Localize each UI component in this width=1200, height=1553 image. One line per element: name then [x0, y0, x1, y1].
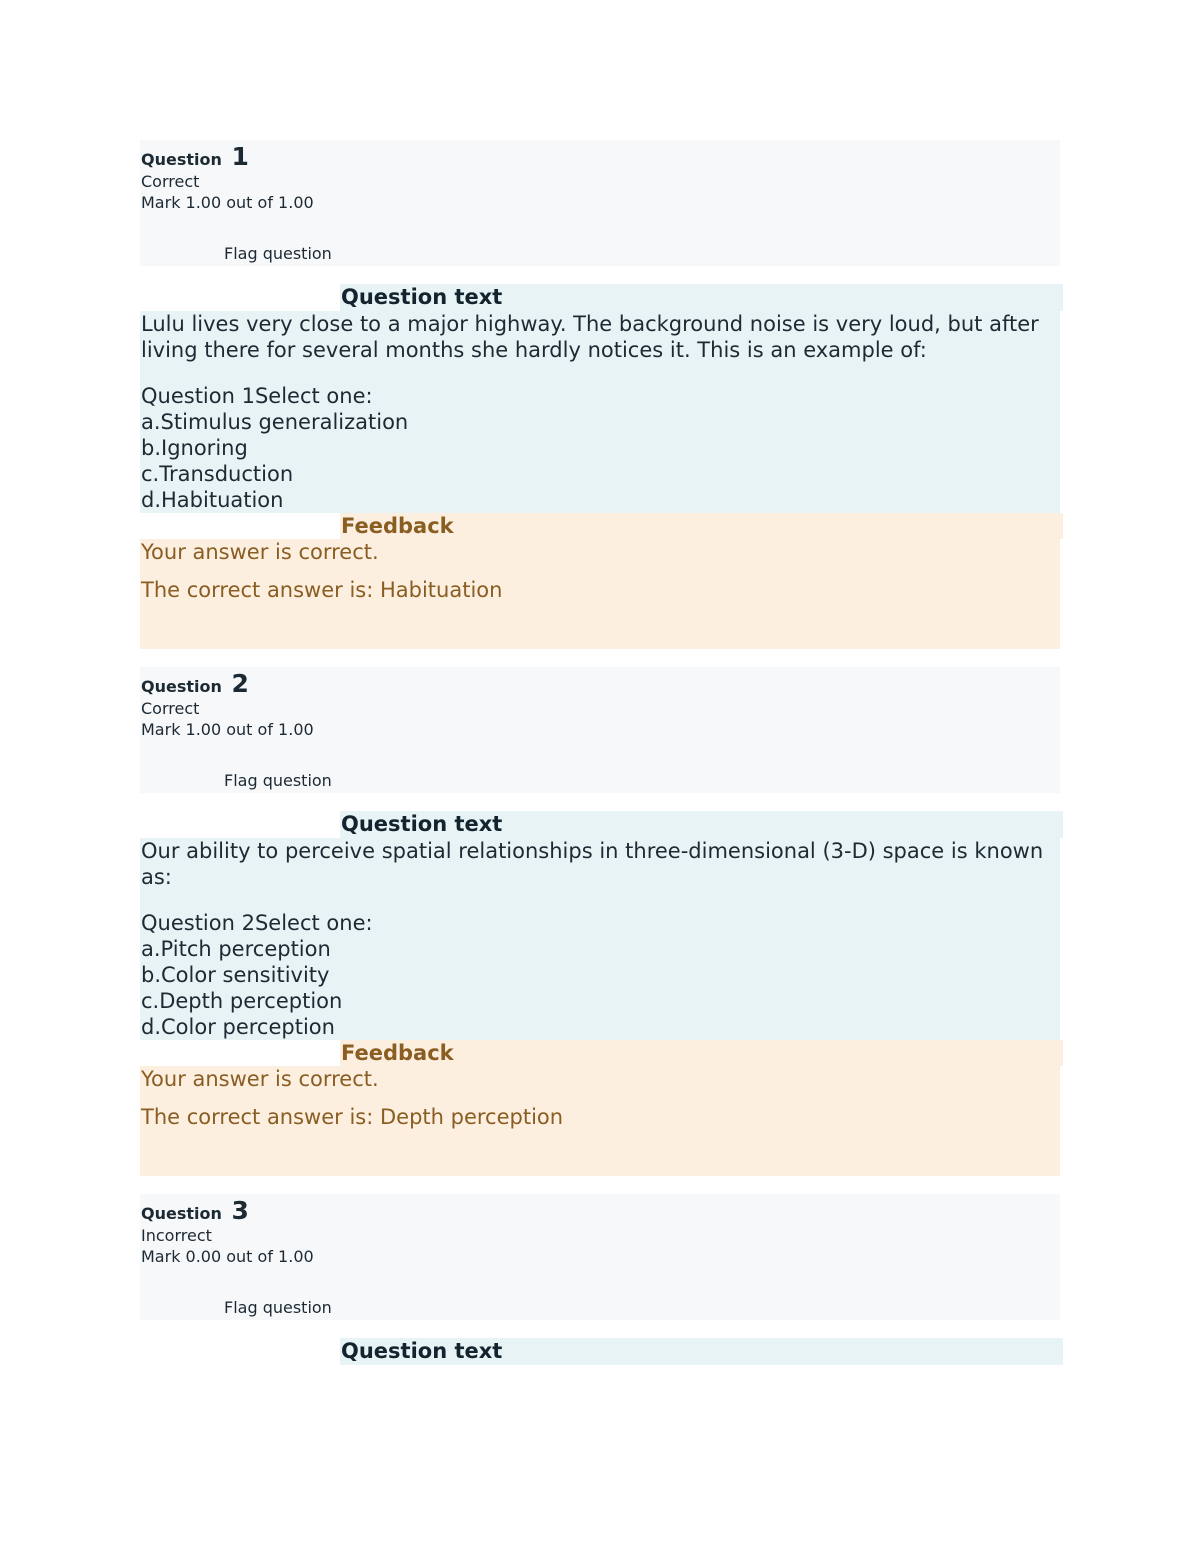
answer-label[interactable]: a.Pitch perception	[141, 937, 331, 961]
feedback-result: Your answer is correct.	[141, 1067, 379, 1091]
question-label: Question	[141, 1204, 222, 1223]
question-label: Question	[141, 150, 222, 169]
question-content	[140, 838, 1060, 1040]
question-3	[140, 1194, 1060, 1365]
select-prompt: Question 1Select one:	[141, 384, 373, 408]
feedback-correct-answer: The correct answer is: Depth perception	[141, 1105, 564, 1129]
answer-label[interactable]: a.Stimulus generalization	[141, 410, 409, 434]
question-text: Our ability to perceive spatial relationships in three-dimensional (3-D) space is known as:	[141, 839, 1044, 889]
question-info	[140, 667, 1060, 793]
question-number-value: 3	[231, 1196, 249, 1225]
question-2	[140, 667, 1060, 1176]
question-number	[141, 669, 249, 698]
feedback-body	[140, 539, 1060, 649]
question-state: Correct	[141, 699, 200, 718]
question-text-heading: Question text	[340, 1338, 1063, 1365]
question-number-value: 2	[231, 669, 249, 698]
question-label: Question	[141, 677, 222, 696]
question-grade: Mark 0.00 out of 1.00	[141, 1247, 314, 1266]
feedback-correct-answer: The correct answer is: Habituation	[141, 578, 503, 602]
answer-option-d[interactable]	[141, 487, 1060, 513]
question-1	[140, 140, 1060, 649]
flag-question-link[interactable]: Flag question	[224, 771, 332, 790]
flag-question-link[interactable]: Flag question	[224, 244, 332, 263]
answer-option-d[interactable]	[141, 1014, 1060, 1040]
feedback-heading: Feedback	[340, 513, 1063, 539]
question-number	[141, 1196, 249, 1225]
answer-option-b[interactable]	[141, 962, 1060, 988]
answer-label[interactable]: b.Ignoring	[141, 436, 248, 460]
question-info	[140, 140, 1060, 266]
question-content	[140, 311, 1060, 513]
question-number-value: 1	[231, 142, 249, 171]
feedback-result: Your answer is correct.	[141, 540, 379, 564]
answer-label[interactable]: c.Transduction	[141, 462, 294, 486]
question-text-heading: Question text	[340, 811, 1063, 838]
feedback-heading: Feedback	[340, 1040, 1063, 1066]
answer-label[interactable]: c.Depth perception	[141, 989, 343, 1013]
question-info	[140, 1194, 1060, 1320]
answer-label[interactable]: b.Color sensitivity	[141, 963, 330, 987]
flag-question-link[interactable]: Flag question	[224, 1298, 332, 1317]
answer-label[interactable]: d.Color perception	[141, 1015, 335, 1039]
question-number	[141, 142, 249, 171]
answer-option-c[interactable]	[141, 461, 1060, 487]
feedback-body	[140, 1066, 1060, 1176]
quiz-review-page	[140, 140, 1060, 1383]
question-grade: Mark 1.00 out of 1.00	[141, 193, 314, 212]
question-text-heading: Question text	[340, 284, 1063, 311]
answer-option-a[interactable]	[141, 409, 1060, 435]
select-prompt: Question 2Select one:	[141, 911, 373, 935]
question-text: Lulu lives very close to a major highway. The background noise is very loud, but after living there for several months she hardly notices it. This is an example of:	[141, 312, 1039, 362]
question-grade: Mark 1.00 out of 1.00	[141, 720, 314, 739]
question-state: Correct	[141, 172, 200, 191]
answer-option-c[interactable]	[141, 988, 1060, 1014]
answer-option-b[interactable]	[141, 435, 1060, 461]
answer-label[interactable]: d.Habituation	[141, 488, 284, 512]
question-state: Incorrect	[141, 1226, 212, 1245]
answer-option-a[interactable]	[141, 936, 1060, 962]
